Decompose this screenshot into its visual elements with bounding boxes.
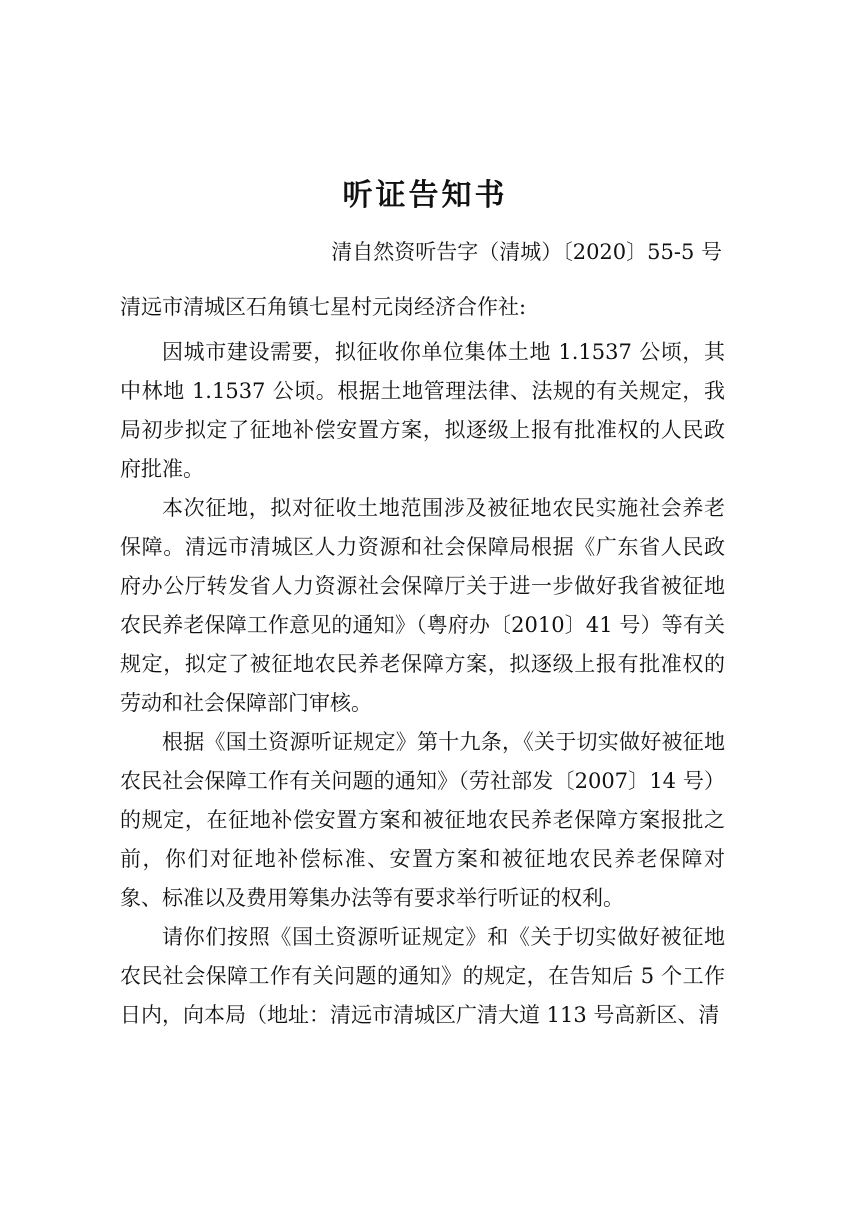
recipient-line: 清远市清城区石角镇七星村元岗经济合作社:: [120, 295, 527, 319]
paragraph-hearing-right: 根据《国土资源听证规定》第十九条，《关于切实做好被征地农民社会保障工作有关问题的通知》（劳社部发〔2007〕14 号）的规定，在征地补偿安置方案和被征地农民养老保障方案报批之前，你们对征地补偿标准、安置方案和被征地农民养老保障对象、标准以及费用筹集办法等有要求举行听证的权利。: [120, 730, 725, 910]
paragraph-pension-security: 本次征地，拟对征收土地范围涉及被征地农民实施社会养老保障。清远市清城区人力资源和社会保障局根据《广东省人民政府办公厅转发省人力资源社会保障厅关于进一步做好我省被征地农民养老保障工作意见的通知》（粤府办〔2010〕41 号）等有关规定，拟定了被征地农民养老保障方案，拟逐级上报有批准权的劳动和社会保障部门审核。: [120, 496, 725, 715]
paragraph-hearing-request: 请你们按照《国土资源听证规定》和《关于切实做好被征地农民社会保障工作有关问题的通知》的规定，在告知后 5 个工作日内，向本局（地址：清远市清城区广清大道 113 号高新区、清: [120, 925, 725, 1027]
paragraph-land-acquisition: 因城市建设需要，拟征收你单位集体土地 1.1537 公顷，其中林地 1.1537 公顷。根据土地管理法律、法规的有关规定，我局初步拟定了征地补偿安置方案，拟逐级上报有批准权的人民政府批准。: [120, 340, 725, 481]
document-number: 清自然资听告字（清城）〔2020〕55-5 号: [331, 240, 722, 264]
document-title: 听证告知书: [342, 178, 508, 213]
